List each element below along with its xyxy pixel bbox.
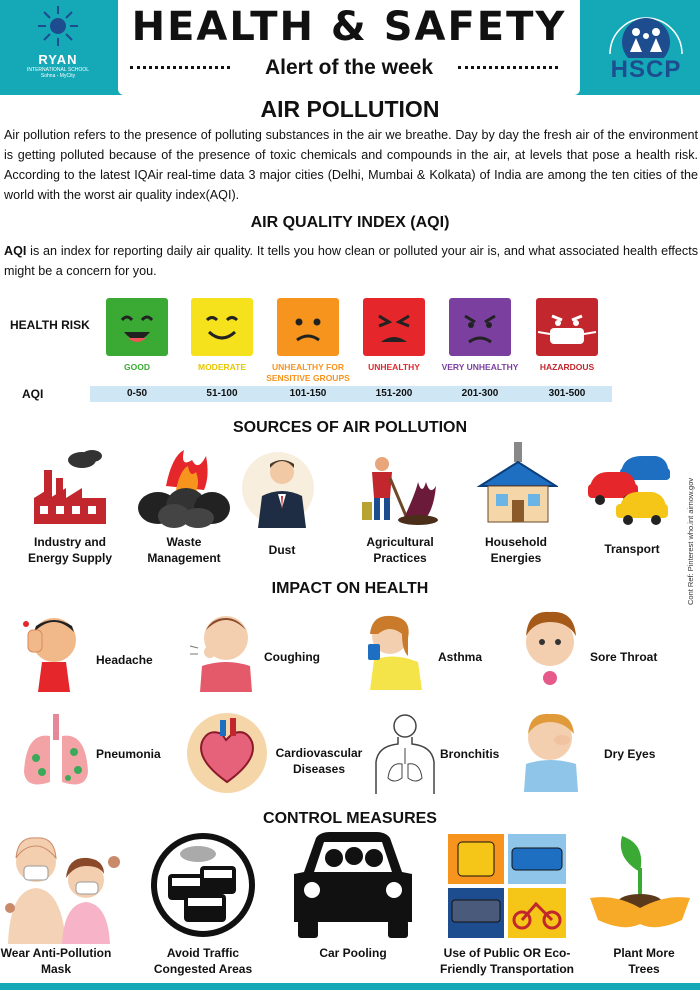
dust-person-icon	[238, 448, 318, 528]
house-icon	[476, 440, 558, 526]
aqi-face-very-unhealthy	[449, 298, 511, 356]
asthma-icon	[356, 610, 432, 690]
cars-icon	[586, 454, 672, 530]
control-label-carpool: Car Pooling	[319, 946, 387, 960]
school-logo	[8, 4, 108, 90]
impact-label-bronchitis: Bronchitis	[440, 747, 500, 761]
public-transport-icon	[444, 830, 572, 942]
dry-eyes-icon	[516, 708, 586, 792]
source-label-dust: Dust	[268, 543, 296, 557]
carpool-icon	[290, 832, 416, 940]
aqi-level-label: GOOD	[124, 362, 150, 372]
aqi-level-label: HAZARDOUS	[539, 362, 595, 372]
hscp-logo	[596, 2, 696, 92]
header-title-panel	[118, 0, 580, 95]
control-title: CONTROL MEASURES	[263, 810, 437, 827]
impact-label-sore-throat: Sore Throat	[590, 650, 658, 664]
impact-label-cardiovascular: Cardiovascular Diseases	[275, 746, 363, 776]
traffic-icon	[150, 830, 256, 940]
aqi-face-unhealthy	[363, 298, 425, 356]
plant-icon	[586, 828, 694, 938]
aqi-title: AIR QUALITY INDEX (AQI)	[250, 214, 450, 231]
impact-label-pneumonia: Pneumonia	[96, 747, 161, 761]
aqi-level-label: UNHEALTHY FOR SENSITIVE GROUPS	[266, 362, 350, 383]
source-label-agricultural: Agricultural Practices	[366, 535, 434, 565]
sources-title: SOURCES OF AIR POLLUTION	[232, 419, 468, 436]
source-label-waste: Waste Management	[147, 535, 221, 565]
aqi-face-moderate	[191, 298, 253, 356]
control-label-mask: Wear Anti-Pollution Mask	[0, 946, 112, 976]
school-location: Sohna - MyCity	[40, 73, 76, 79]
impact-label-coughing: Coughing	[264, 650, 320, 664]
aqi-face-hazardous	[536, 298, 598, 356]
impact-label-headache: Headache	[96, 653, 153, 667]
aqi-range-value: 0-50	[126, 388, 147, 399]
aqi-face-unhealthy-for-sensitive-groups	[277, 298, 339, 356]
hscp-name: HSCP	[610, 56, 682, 83]
aqi-lead: AQI	[4, 244, 27, 258]
coughing-icon	[188, 608, 256, 692]
aqi-row-label: AQI	[22, 387, 44, 401]
control-label-plant: Plant More Trees	[613, 946, 675, 976]
bronchitis-icon	[372, 712, 438, 794]
headache-icon	[20, 612, 88, 692]
credit-text: Cont Ref: Pinterest who.int airnow.gov	[686, 477, 695, 605]
air-pollution-text: Air pollution refers to the presence of polluting substances in the air we breathe. Day by day the fresh air of the environment is getting polluted because of the presence of toxic chemicals and compounds in the air, at levels that pose a health risk. According to the latest IQAir real-time data 3 major cities (Delhi, Mumbai & Kolkata) of India are among the ten cities of the world with the worst air quality index(AQI).	[4, 128, 698, 202]
mask-people-icon	[2, 828, 130, 944]
source-label-transport: Transport	[604, 542, 660, 556]
aqi-face-good	[106, 298, 168, 356]
impact-label-asthma: Asthma	[438, 650, 483, 664]
page-title: HEALTH & SAFETY	[131, 4, 567, 50]
aqi-level-label: UNHEALTHY	[368, 362, 420, 372]
page-subtitle: Alert of the week	[264, 56, 434, 79]
aqi-level-label: MODERATE	[197, 362, 246, 372]
source-label-household: Household Energies	[485, 535, 547, 565]
aqi-range-value: 201-300	[461, 388, 499, 399]
sore-throat-icon	[518, 606, 582, 688]
divider-dots-right	[458, 66, 558, 70]
aqi-range-value: 101-150	[289, 388, 327, 399]
impact-title: IMPACT ON HEALTH	[271, 580, 429, 597]
school-name: RYAN	[38, 52, 78, 67]
garbage-fire-icon	[136, 446, 232, 528]
farmer-icon	[360, 452, 440, 526]
aqi-level-label: VERY UNHEALTHY	[441, 362, 519, 372]
health-risk-label: HEALTH RISK	[10, 318, 90, 332]
impact-label-dry-eyes: Dry Eyes	[604, 747, 656, 761]
header-banner	[0, 0, 700, 95]
air-pollution-title: AIR POLLUTION	[260, 96, 440, 122]
control-label-transport: Use of Public OR Eco-Friendly Transportation	[439, 946, 574, 976]
aqi-range-value: 151-200	[375, 388, 413, 399]
control-label-traffic: Avoid Traffic Congested Areas	[153, 946, 253, 976]
aqi-range-value: 51-100	[206, 388, 238, 399]
factory-icon	[30, 448, 110, 526]
aqi-description: is an index for reporting daily air quality. It tells you how clean or polluted your air is, and what associated health effects might be a concern for you.	[4, 244, 698, 278]
source-label-industry: Industry and Energy Supply	[27, 535, 113, 565]
aqi-range-value: 301-500	[548, 388, 586, 399]
aqi-text	[4, 241, 698, 281]
heart-icon	[186, 712, 268, 794]
school-tagline: INTERNATIONAL SCHOOL	[27, 67, 89, 73]
footer-bar	[0, 983, 700, 990]
sunburst-icon	[36, 4, 80, 48]
lungs-icon	[20, 712, 92, 792]
